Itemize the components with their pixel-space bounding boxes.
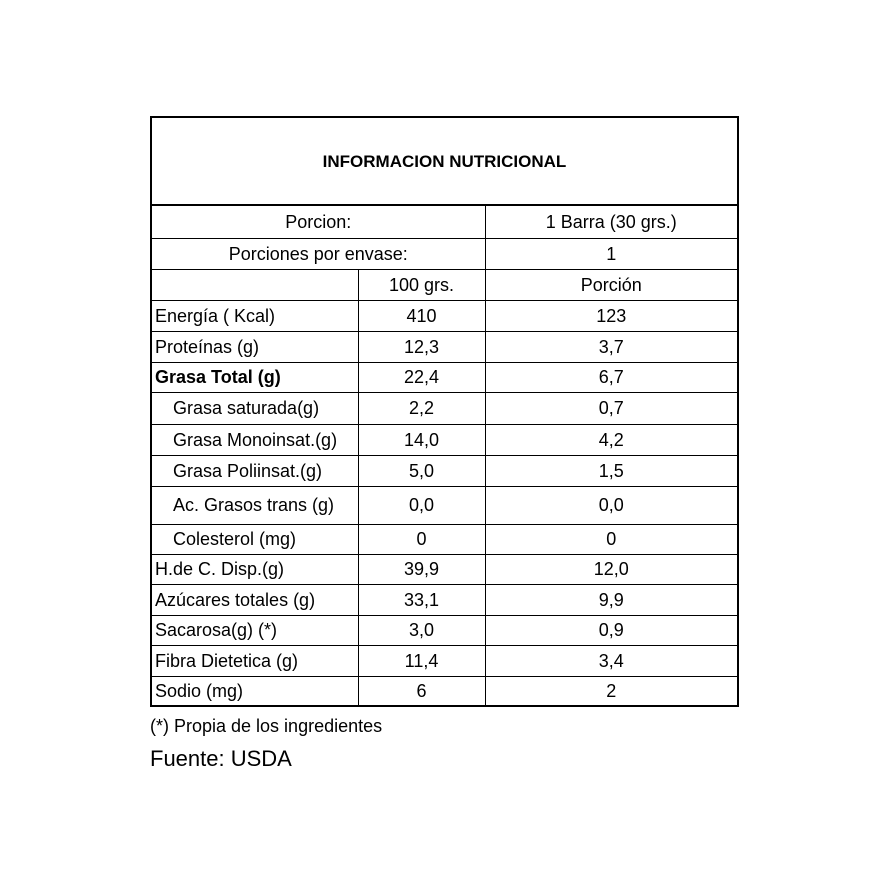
table-title: INFORMACION NUTRICIONAL bbox=[151, 117, 738, 205]
table-row bbox=[151, 676, 738, 706]
per-portion-value: 123 bbox=[485, 300, 738, 331]
per-portion-value: 12,0 bbox=[485, 554, 738, 584]
per-100g-value: 22,4 bbox=[358, 362, 485, 392]
per-100g-value: 39,9 bbox=[358, 554, 485, 584]
table-row bbox=[151, 524, 738, 554]
table-row bbox=[151, 645, 738, 676]
servings-per-container-value: 1 bbox=[485, 238, 738, 269]
per-100g-value: 3,0 bbox=[358, 615, 485, 645]
serving-size-label: Porcion: bbox=[151, 205, 485, 238]
nutrient-label: Sacarosa(g) (*) bbox=[151, 615, 358, 645]
per-100g-value: 33,1 bbox=[358, 584, 485, 615]
per-100g-value: 12,3 bbox=[358, 331, 485, 362]
nutrient-label: Grasa saturada(g) bbox=[151, 392, 358, 424]
per-100g-value: 11,4 bbox=[358, 645, 485, 676]
nutrient-label: Energía ( Kcal) bbox=[151, 300, 358, 331]
nutrient-label: Grasa Total (g) bbox=[151, 362, 358, 392]
nutrient-label: Fibra Dietetica (g) bbox=[151, 645, 358, 676]
per-portion-value: 0,9 bbox=[485, 615, 738, 645]
column-header-per-100g: 100 grs. bbox=[358, 269, 485, 300]
per-100g-value: 2,2 bbox=[358, 392, 485, 424]
per-portion-value: 3,7 bbox=[485, 331, 738, 362]
per-portion-value: 6,7 bbox=[485, 362, 738, 392]
per-portion-value: 0 bbox=[485, 524, 738, 554]
nutrient-label: Azúcares totales (g) bbox=[151, 584, 358, 615]
column-header-nutrient bbox=[151, 269, 358, 300]
servings-per-container-row bbox=[151, 238, 738, 269]
nutrient-label: Grasa Monoinsat.(g) bbox=[151, 424, 358, 455]
table-row bbox=[151, 300, 738, 331]
serving-size-row bbox=[151, 205, 738, 238]
per-100g-value: 0 bbox=[358, 524, 485, 554]
per-100g-value: 0,0 bbox=[358, 486, 485, 524]
per-portion-value: 0,0 bbox=[485, 486, 738, 524]
per-100g-value: 14,0 bbox=[358, 424, 485, 455]
per-portion-value: 4,2 bbox=[485, 424, 738, 455]
table-row bbox=[151, 392, 738, 424]
table-row bbox=[151, 584, 738, 615]
per-100g-value: 410 bbox=[358, 300, 485, 331]
table-row bbox=[151, 554, 738, 584]
table-row bbox=[151, 362, 738, 392]
per-portion-value: 0,7 bbox=[485, 392, 738, 424]
table-row bbox=[151, 424, 738, 455]
per-portion-value: 1,5 bbox=[485, 455, 738, 486]
title-row bbox=[151, 117, 738, 205]
footnote: (*) Propia de los ingredientes bbox=[150, 716, 383, 736]
table-row bbox=[151, 615, 738, 645]
serving-size-value: 1 Barra (30 grs.) bbox=[485, 205, 738, 238]
nutrient-label: Ac. Grasos trans (g) bbox=[151, 486, 358, 524]
per-portion-value: 3,4 bbox=[485, 645, 738, 676]
nutrient-label: H.de C. Disp.(g) bbox=[151, 554, 358, 584]
table-row bbox=[151, 455, 738, 486]
nutrition-facts-table bbox=[150, 116, 739, 707]
table-row bbox=[151, 486, 738, 524]
nutrient-label: Sodio (mg) bbox=[151, 676, 358, 706]
source-note: Fuente: USDA bbox=[150, 746, 292, 771]
table-row bbox=[151, 331, 738, 362]
per-portion-value: 9,9 bbox=[485, 584, 738, 615]
column-header-row bbox=[151, 269, 738, 300]
column-header-per-portion: Porción bbox=[485, 269, 738, 300]
nutrient-label: Proteínas (g) bbox=[151, 331, 358, 362]
servings-per-container-label: Porciones por envase: bbox=[151, 238, 485, 269]
per-portion-value: 2 bbox=[485, 676, 738, 706]
nutrient-label: Grasa Poliinsat.(g) bbox=[151, 455, 358, 486]
per-100g-value: 6 bbox=[358, 676, 485, 706]
nutrient-label: Colesterol (mg) bbox=[151, 524, 358, 554]
per-100g-value: 5,0 bbox=[358, 455, 485, 486]
